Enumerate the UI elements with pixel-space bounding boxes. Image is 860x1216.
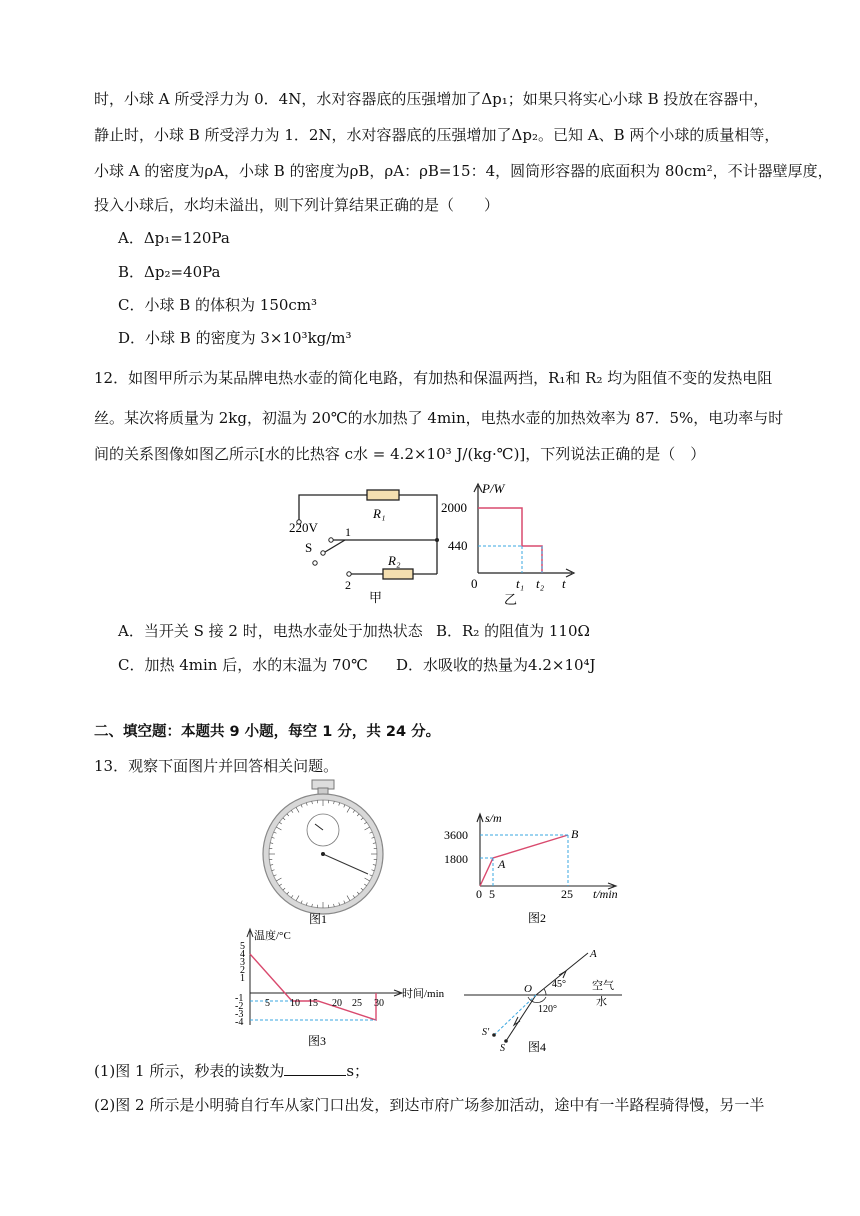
ytick-4: 4	[240, 949, 245, 960]
q12-option-b: B．R₂ 的阻值为 110Ω	[436, 622, 590, 640]
t1-label: t₁	[516, 576, 525, 591]
q13-sub2: (2)图 2 所示是小明骑自行车从家门口出发，到达市府广场参加活动，途中有一半路程骑得慢，另一半	[94, 1096, 765, 1114]
air-label: 空气	[592, 980, 614, 992]
q12-line-3: 间的关系图像如图乙所示[水的比热容 c水 = 4.2×10³ J/(kg·℃)]，下列说法正确的是（ ）	[94, 445, 706, 463]
q13-sub1	[94, 1060, 369, 1081]
switch-pos2-label: 2	[345, 578, 351, 592]
power-tick-2000: 2000	[441, 500, 467, 515]
stopwatch-figure	[255, 778, 415, 928]
xtick-25: 25	[352, 998, 362, 1009]
r2-resistor	[383, 569, 413, 579]
r1-label: R₁	[373, 506, 386, 521]
t-axis-label: t/min	[593, 887, 618, 901]
caption-yi: 乙	[504, 592, 518, 607]
ytick-neg4: -4	[235, 1017, 244, 1028]
r1-resistor	[367, 490, 399, 500]
water-label: 水	[596, 996, 607, 1008]
caption-fig3: 图3	[308, 1034, 327, 1048]
q11-line-2: 静止时，小球 B 所受浮力为 1．2N，水对容器底的压强增加了Δp₂。已知 A、B 两个小球的质量相等，	[94, 126, 780, 144]
q11-line-1: 时，小球 A 所受浮力为 0．4N，水对容器底的压强增加了Δp₁；如果只将实心小球 B 投放在容器中，	[94, 90, 769, 108]
tick-25: 25	[561, 887, 573, 901]
time-axis-label: t	[562, 576, 566, 591]
caption-fig1: 图1	[309, 912, 328, 926]
power-time-graph	[440, 478, 580, 608]
voltage-label: 220V	[289, 520, 318, 535]
t2-label: t₂	[536, 576, 545, 591]
point-o-label: O	[524, 983, 532, 995]
circuit-diagram	[285, 482, 455, 607]
r2-label: R₂	[388, 553, 401, 568]
point-b-label: B	[571, 827, 579, 841]
tick-3600: 3600	[444, 828, 468, 842]
q12-line-1: 12．如图甲所示为某品牌电热水壶的简化电路，有加热和保温两挡，R₁和 R₂ 均为阻值不变的发热电阻	[94, 369, 773, 387]
q13-sub1-suffix: s；	[346, 1062, 370, 1080]
power-tick-440: 440	[448, 538, 468, 553]
tick-5: 5	[489, 887, 495, 901]
q11-option-d: D．小球 B 的密度为 3×10³kg/m³	[118, 329, 352, 347]
ytick-neg1: -1	[235, 993, 244, 1004]
distance-time-graph	[438, 808, 628, 930]
q11-option-b: B．Δp₂=40Pa	[118, 263, 221, 281]
q12-option-d: D．水吸收的热量为4.2×10⁴J	[396, 656, 596, 674]
q11-line-3: 小球 A 的密度为ρA，小球 B 的密度为ρB，ρA：ρB=15：4，圆筒形容器的底面积为 80cm²，不计器壁厚度，	[94, 162, 833, 180]
q11-option-a: A．Δp₁=120Pa	[118, 229, 230, 247]
image-s-prime-label: S'	[482, 1027, 490, 1038]
ytick-5: 5	[240, 941, 245, 952]
switch-label: S	[305, 540, 313, 555]
ytick-3: 3	[240, 957, 245, 968]
source-s-label: S	[500, 1043, 505, 1054]
refraction-figure	[458, 945, 628, 1055]
temperature-time-graph	[228, 925, 458, 1053]
angle-45-label: 45°	[552, 979, 566, 990]
ytick-2: 2	[240, 965, 245, 976]
origin-0: 0	[476, 887, 482, 901]
q12-line-2: 丝。某次将质量为 2kg，初温为 20℃的水加热了 4min，电热水壶的加热效率为 87．5%，电功率与时	[94, 409, 784, 427]
ytick-neg2: -2	[235, 1001, 244, 1012]
time-axis-label-fig3: 时间/min	[402, 988, 445, 1000]
ray-a-label: A	[590, 948, 597, 960]
power-axis-label: P/W	[482, 481, 505, 496]
xtick-20: 20	[332, 998, 342, 1009]
q11-line-4: 投入小球后，水均未溢出，则下列计算结果正确的是（ ）	[94, 196, 500, 214]
origin-label: 0	[471, 576, 478, 591]
tick-1800: 1800	[444, 852, 468, 866]
caption-jia: 甲	[369, 590, 383, 605]
q13-intro: 13．观察下面图片并回答相关问题。	[94, 757, 339, 775]
xtick-5: 5	[265, 998, 270, 1009]
s-axis-label: s/m	[485, 811, 502, 825]
q13-sub1-prefix: (1)图 1 所示，秒表的读数为	[94, 1062, 285, 1080]
xtick-30: 30	[374, 998, 384, 1009]
section-title: 二、填空题：本题共 9 小题，每空 1 分，共 24 分。	[94, 724, 441, 740]
angle-120-label: 120°	[538, 1004, 557, 1015]
ytick-neg3: -3	[235, 1009, 244, 1020]
q11-option-c: C．小球 B 的体积为 150cm³	[118, 296, 318, 314]
caption-fig4: 图4	[528, 1040, 547, 1054]
xtick-15: 15	[308, 998, 318, 1009]
switch-pos1-label: 1	[345, 525, 351, 539]
temp-axis-label: 温度/°C	[254, 930, 291, 942]
xtick-10: 10	[290, 998, 300, 1009]
caption-fig2: 图2	[528, 911, 547, 925]
q12-option-a: A．当开关 S 接 2 时，电热水壶处于加热状态	[118, 622, 423, 640]
point-a-label: A	[498, 857, 506, 871]
q12-option-c: C．加热 4min 后，水的末温为 70℃	[118, 656, 368, 674]
answer-blank[interactable]	[284, 1063, 346, 1076]
ytick-1: 1	[240, 973, 245, 984]
